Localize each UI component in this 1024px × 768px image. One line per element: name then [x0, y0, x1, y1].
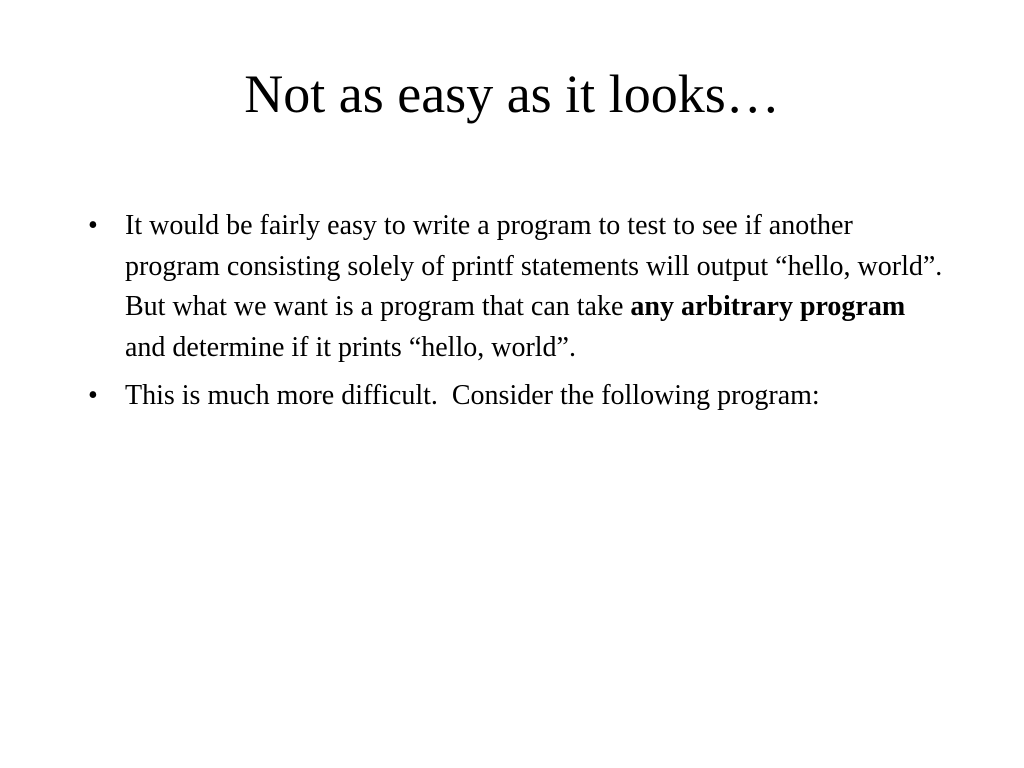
slide-title: Not as easy as it looks… — [244, 64, 780, 124]
bullet-item-1 — [88, 206, 964, 368]
bullet-icon: • — [88, 380, 98, 411]
bullet-2-text: This is much more difficult. Consider the following program: — [125, 380, 820, 411]
bullet-item-2 — [88, 376, 948, 417]
bullet-1-bold-text: any arbitrary program — [630, 291, 906, 322]
bullet-1-text-before: It would be fairly easy to write a program to test to see if another program consisting solely of printf statements will output “hello, world”. But what we want is a program that can take — [125, 210, 964, 322]
bullet-1-text-after: and determine if it prints “hello, world”. — [125, 331, 576, 363]
bullet-list — [88, 206, 964, 425]
bullet-icon: • — [88, 210, 98, 241]
